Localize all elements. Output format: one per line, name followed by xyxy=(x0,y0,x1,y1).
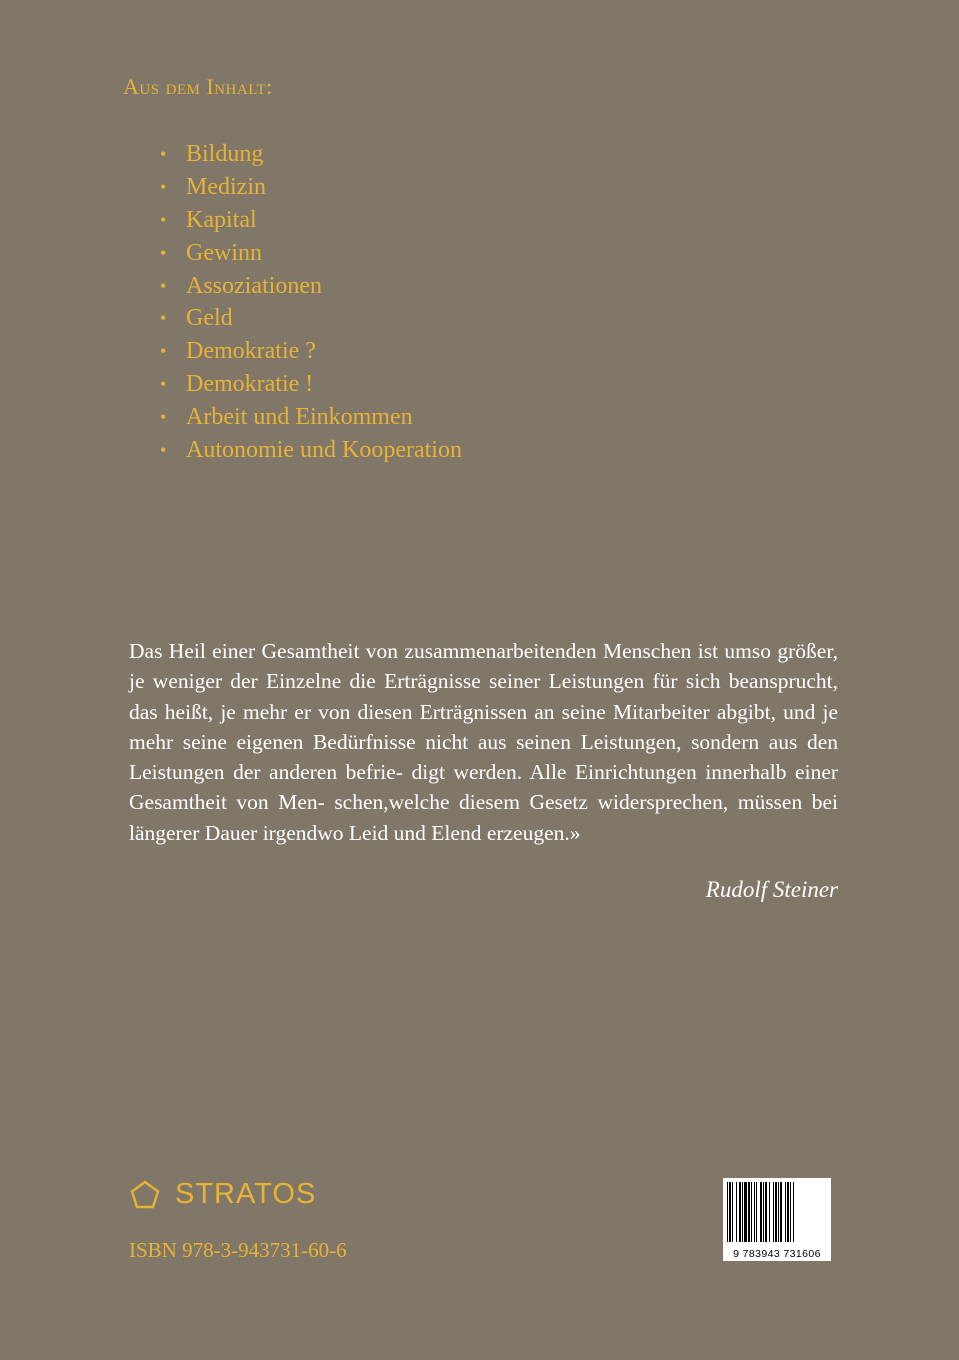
bullet-icon: • xyxy=(160,308,167,329)
barcode-bars-icon xyxy=(727,1182,827,1242)
list-item: • Autonomie und Kooperation xyxy=(160,434,462,467)
list-item: • Assoziationen xyxy=(160,270,462,303)
bullet-icon: • xyxy=(160,440,167,461)
barcode xyxy=(723,1178,831,1261)
publisher-logo xyxy=(129,1178,316,1211)
list-item: • Geld xyxy=(160,302,462,335)
bullet-icon: • xyxy=(160,144,167,164)
quote-author: Rudolf Steiner xyxy=(705,877,838,902)
list-item: • Demokratie ! xyxy=(160,368,462,401)
bullet-icon: • xyxy=(160,176,167,197)
bullet-icon: • xyxy=(160,242,167,263)
list-item: • Arbeit und Einkommen xyxy=(160,401,462,434)
bullet-icon: • xyxy=(160,341,167,362)
bullet-icon: • xyxy=(160,407,167,428)
list-item: • Medizin xyxy=(160,171,462,204)
pentagon-logo-icon xyxy=(129,1179,161,1211)
contents-heading: Aus dem Inhalt: xyxy=(123,74,273,99)
bullet-icon: • xyxy=(160,275,167,296)
barcode-digits: 9 783943 731606 xyxy=(733,1248,821,1260)
isbn-number: ISBN 978-3-943731-60-6 xyxy=(129,1238,347,1262)
list-item: • Gewinn xyxy=(160,237,462,270)
list-item: • Demokratie ? xyxy=(160,335,462,368)
publisher-name: STRATOS xyxy=(175,1178,317,1210)
bullet-icon: • xyxy=(160,374,167,395)
list-item: • Bildung xyxy=(160,138,462,171)
bullet-icon: • xyxy=(160,209,167,230)
list-item: • Kapital xyxy=(160,204,462,237)
contents-list xyxy=(160,138,462,467)
quote-text: Das Heil einer Gesamtheit von zusammenarbeitenden Menschen ist umso größer, je weniger der Einzelne die Erträgnisse seiner Leistungen für sich beansprucht, das heißt, je mehr er von diesen Erträgnissen an seine Mitarbeiter abgibt, und je mehr seine eigenen Bedürfnisse nicht aus seinen Leistungen, sondern aus den Leistungen der anderen befrie- digt werden. Alle Einrichtungen innerhalb einer Gesamtheit von Men- schen,welche diesem Gesetz widersprechen, müssen bei längerer Dauer irgendwo Leid und Elend erzeugen.» xyxy=(129,639,839,845)
